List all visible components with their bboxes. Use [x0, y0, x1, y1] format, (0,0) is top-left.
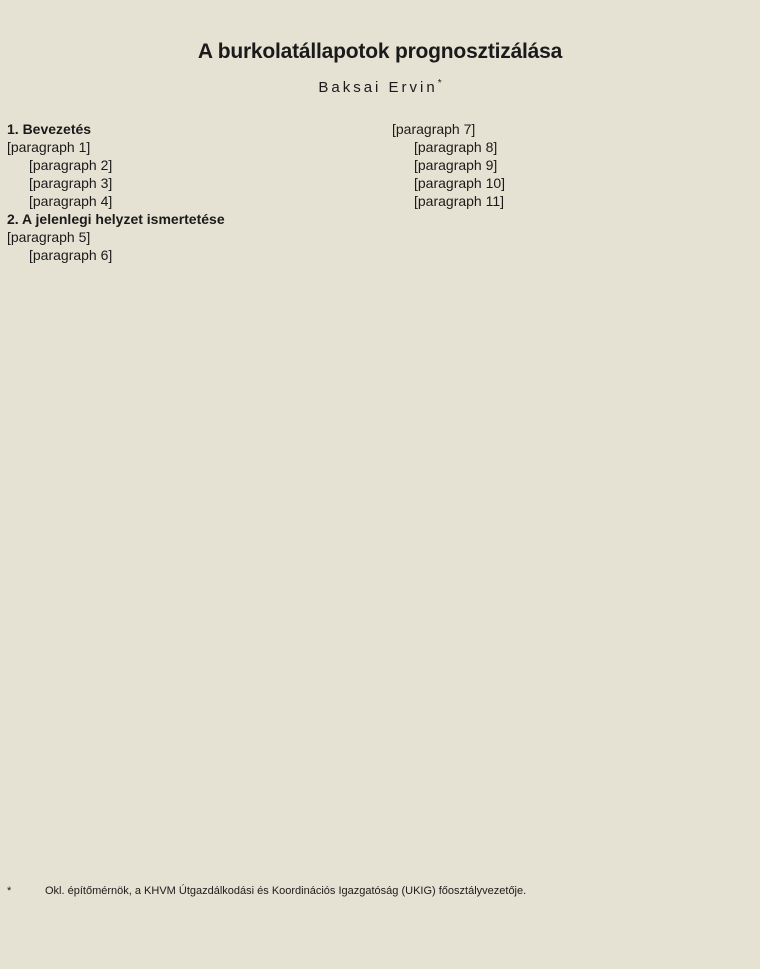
- paragraph: [paragraph 8]: [414, 139, 498, 155]
- section-1-heading: 1. Bevezetés: [7, 121, 92, 137]
- paragraph: [paragraph 7]: [392, 121, 476, 137]
- paragraph: [paragraph 9]: [414, 157, 498, 173]
- paragraph: [paragraph 10]: [414, 175, 506, 191]
- right-column: [392, 120, 752, 210]
- author-footnote-mark: *: [437, 78, 442, 89]
- author-name: Baksai Ervin: [318, 79, 438, 96]
- author-line: [0, 78, 760, 96]
- left-column: [7, 120, 364, 264]
- paragraph: [paragraph 6]: [29, 247, 113, 263]
- paragraph: [paragraph 11]: [414, 193, 505, 209]
- paragraph: [paragraph 3]: [29, 175, 113, 191]
- footnote-text: Okl. építőmérnök, a KHVM Útgazdálkodási és Koordinációs Igazgatóság (UKIG) főosztályvezetője.: [45, 885, 527, 897]
- paragraph: [paragraph 2]: [29, 157, 113, 173]
- paragraph: [paragraph 1]: [7, 139, 91, 155]
- section-2-heading: 2. A jelenlegi helyzet ismertetése: [7, 211, 225, 227]
- footnote-mark: *: [7, 885, 12, 897]
- paragraph: [paragraph 4]: [29, 193, 113, 209]
- paragraph: [paragraph 5]: [7, 229, 91, 245]
- article-title: A burkolatállapotok prognosztizálása: [197, 40, 563, 63]
